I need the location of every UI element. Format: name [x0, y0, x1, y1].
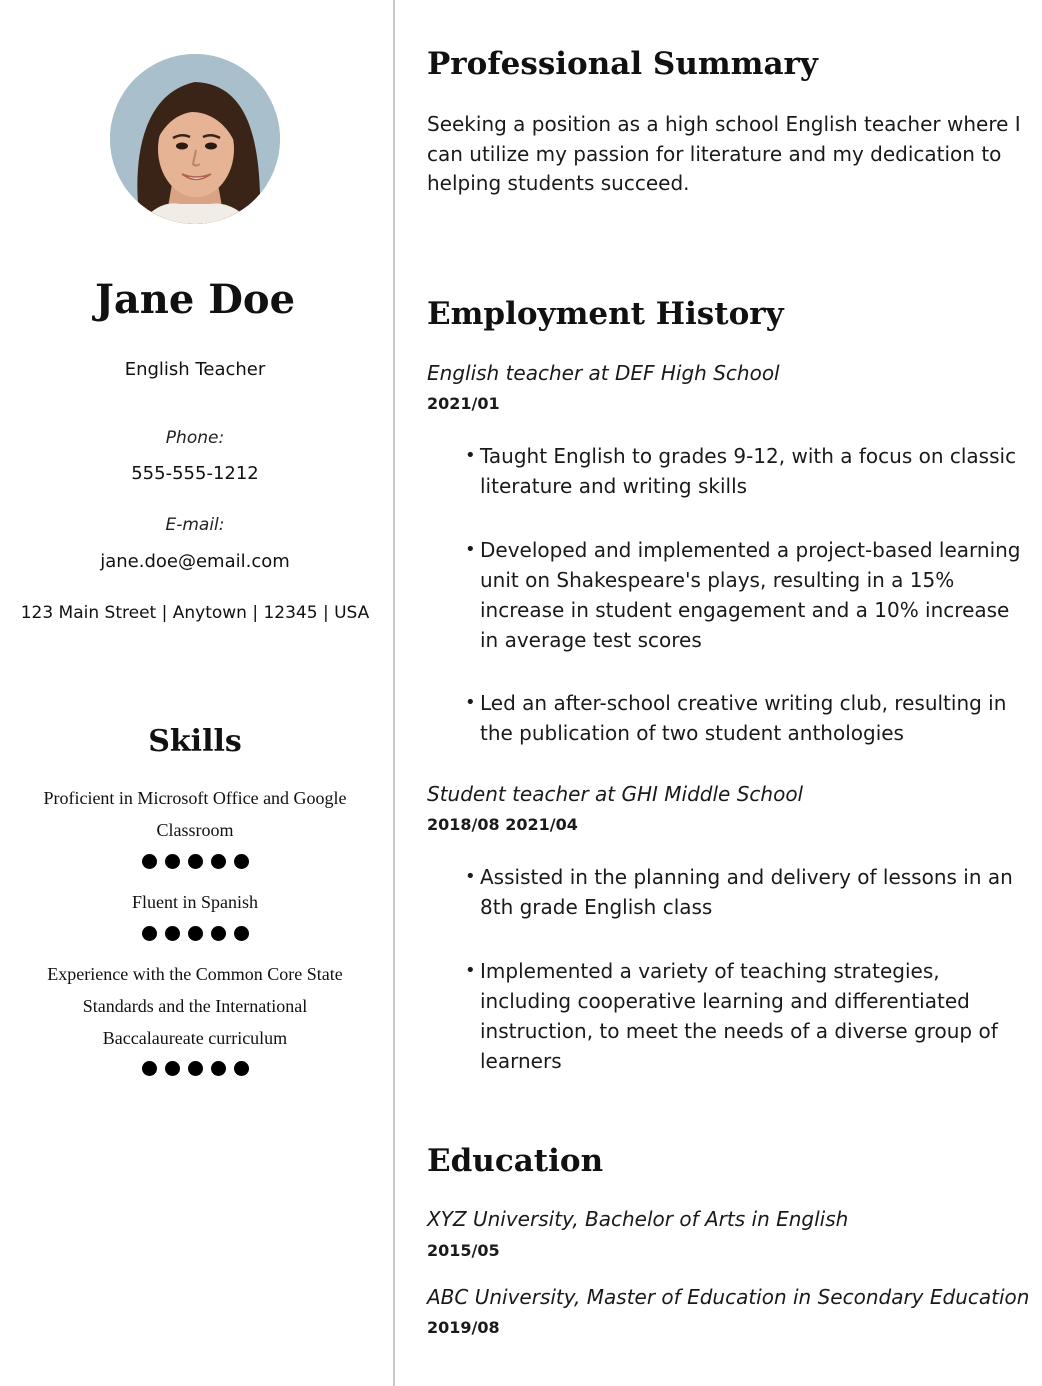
rating-dot [211, 854, 226, 869]
job-bullet: • Implemented a variety of teaching strategies, including cooperative learning and differentiated instruction, to meet the needs of a diverse group of learners [480, 956, 1028, 1076]
rating-dot [142, 1061, 157, 1076]
job-title: English teacher at DEF High School [427, 361, 780, 385]
rating-dot [234, 1061, 249, 1076]
rating-dot [188, 926, 203, 941]
education-heading: Education [427, 1143, 604, 1179]
rating-dot [188, 854, 203, 869]
job-bullet: • Taught English to grades 9-12, with a focus on classic literature and writing skills [480, 441, 1028, 501]
avatar [110, 54, 280, 224]
summary-text: Seeking a position as a high school English teacher where I can utilize my passion for literature and my dedication to helping students succeed. [427, 112, 1021, 195]
rating-dot [165, 926, 180, 941]
job-bullet: • Led an after-school creative writing club, resulting in the publication of two student anthologies [480, 688, 1028, 748]
skill-item-text: Proficient in Microsoft Office and Google Classroom [43, 788, 347, 840]
skill-rating [0, 1061, 390, 1081]
rating-dot [142, 926, 157, 941]
column-divider [393, 0, 395, 1386]
job-title: Student teacher at GHI Middle School [427, 782, 804, 806]
rating-dot [211, 1061, 226, 1076]
phone-label: Phone: [165, 428, 225, 448]
rating-dot [165, 854, 180, 869]
job-dates: 2021/01 [427, 394, 500, 413]
rating-dot [188, 1061, 203, 1076]
email-value: jane.doe@email.com [100, 551, 290, 572]
skill-rating [0, 926, 390, 946]
person-name: Jane Doe [94, 276, 296, 323]
rating-dot [165, 1061, 180, 1076]
rating-dot [211, 926, 226, 941]
skill-item-text: Experience with the Common Core State Standards and the International Baccalaureate curriculum [47, 964, 343, 1048]
summary-heading: Professional Summary [427, 46, 818, 82]
job-bullet: • Assisted in the planning and delivery of lessons in an 8th grade English class [480, 862, 1028, 922]
phone-value: 555-555-1212 [131, 463, 259, 484]
education-school: ABC University, Master of Education in Secondary Education [427, 1285, 1030, 1309]
rating-dot [142, 854, 157, 869]
job-bullet: • Developed and implemented a project-based learning unit on Shakespeare's plays, resulting in a 15% increase in student engagement and a 10% increase in average test scores [480, 535, 1028, 655]
job-dates: 2018/08 2021/04 [427, 815, 578, 834]
address: 123 Main Street | Anytown | 12345 | USA [20, 603, 370, 623]
email-label: E-mail: [165, 515, 225, 535]
skill-rating [0, 854, 390, 874]
education-school: XYZ University, Bachelor of Arts in English [427, 1207, 849, 1231]
person-job-title: English Teacher [124, 359, 266, 380]
rating-dot [234, 926, 249, 941]
rating-dot [234, 854, 249, 869]
profile-photo [110, 54, 280, 224]
employment-heading: Employment History [427, 296, 784, 332]
skills-heading: Skills [148, 724, 242, 759]
sidebar [0, 0, 390, 1386]
education-date: 2019/08 [427, 1318, 500, 1337]
education-date: 2015/05 [427, 1241, 500, 1260]
skill-item-text: Fluent in Spanish [131, 892, 258, 912]
